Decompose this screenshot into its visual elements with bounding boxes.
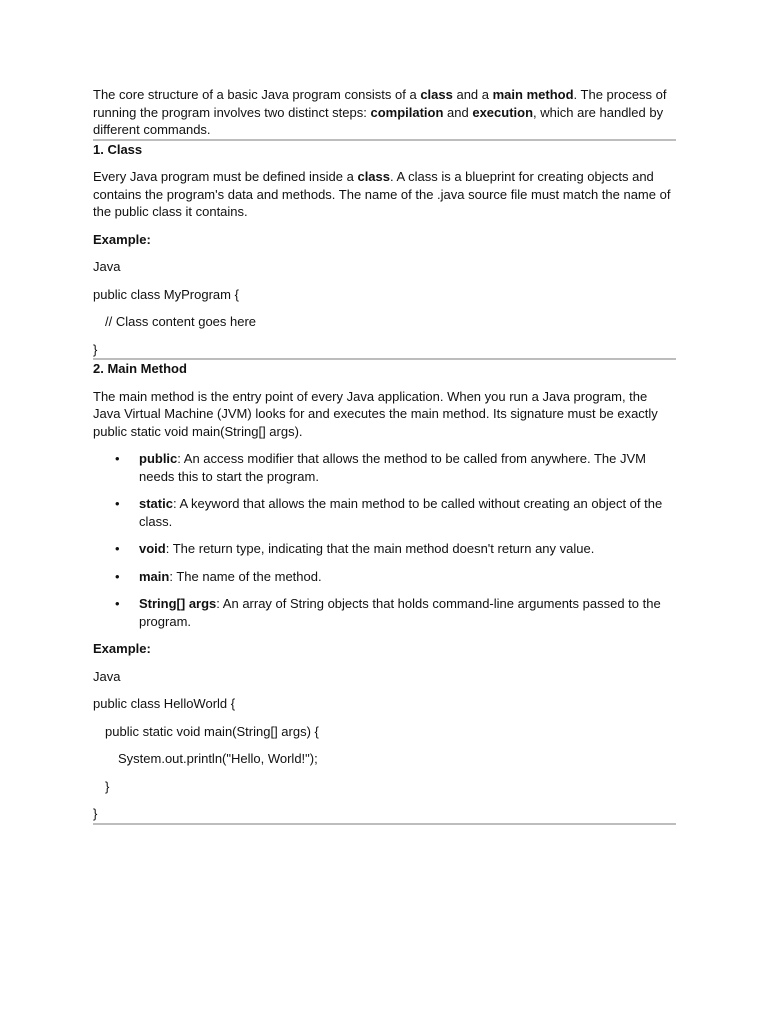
intro-bold-class: class xyxy=(420,87,453,102)
code-line: // Class content goes here xyxy=(105,314,257,329)
list-item-text: : The name of the method. xyxy=(169,568,322,584)
list-item xyxy=(93,595,676,630)
class-desc-text-2: . A class is a blueprint for creating objects and contains the program's data and methods. The name of the .java source file must match the name of the public class it contains. xyxy=(93,169,671,219)
intro-bold-execution: execution xyxy=(472,104,534,120)
code-line: } xyxy=(93,806,98,821)
example-label: Example: xyxy=(93,641,151,656)
section-heading-class: 1. Class xyxy=(93,141,143,157)
bullet-icon: • xyxy=(115,496,120,511)
list-item-term: void xyxy=(139,541,166,556)
code-line: System.out.println("Hello, World!"); xyxy=(118,751,318,766)
class-description xyxy=(93,168,676,221)
list-item-term: String[] args xyxy=(139,596,217,611)
section-class xyxy=(93,141,676,359)
code-example-myprogram xyxy=(93,286,676,359)
code-language-label: Java xyxy=(93,259,121,274)
document-body xyxy=(93,86,676,825)
list-item-text: : The return type, indicating that the main method doesn't return any value. xyxy=(165,541,595,556)
bullet-icon: • xyxy=(115,451,120,466)
example-label: Example: xyxy=(93,231,151,247)
intro-paragraph xyxy=(93,86,676,139)
bullet-icon: • xyxy=(115,568,120,584)
section-divider xyxy=(93,823,676,825)
code-line: } xyxy=(93,341,98,357)
code-example-helloworld xyxy=(93,695,676,823)
main-method-description: The main method is the entry point of every Java application. When you run a Java program, the Java Virtual Machine (JVM) looks for and executes the main method. Its signature must be exactly public static void main(String[] args). xyxy=(93,388,658,439)
class-desc-text-1: Every Java program must be defined inside a xyxy=(93,169,358,184)
bullet-icon: • xyxy=(115,596,120,611)
list-item-term: main xyxy=(139,568,170,584)
code-line: public class HelloWorld { xyxy=(93,696,236,711)
list-item-text: : An access modifier that allows the method to be called from anywhere. The JVM needs this to start the program. xyxy=(139,451,646,484)
list-item-text: : An array of String objects that holds command-line arguments passed to the program. xyxy=(139,596,661,629)
intro-text-4: and xyxy=(443,104,473,120)
list-item xyxy=(93,540,676,558)
bullet-icon: • xyxy=(115,541,120,556)
code-line: } xyxy=(105,778,110,794)
code-line: public class MyProgram { xyxy=(93,286,239,302)
list-item xyxy=(93,495,676,530)
intro-text-1: The core structure of a basic Java program consists of a xyxy=(93,87,421,102)
list-item xyxy=(93,568,676,586)
list-item-term: public xyxy=(139,451,178,466)
intro-text-5: , which are handled by different commands. xyxy=(93,104,664,137)
list-item-term: static xyxy=(139,496,173,511)
list-item-text: : A keyword that allows the main method to be called without creating an object of the class. xyxy=(139,496,663,529)
signature-keyword-list xyxy=(93,450,676,630)
code-language-label: Java xyxy=(93,668,121,684)
intro-text-3: . The process of running the program involves two distinct steps: xyxy=(93,87,667,120)
section-main-method xyxy=(93,360,676,823)
class-desc-bold: class xyxy=(357,169,391,184)
intro-text-2: and a xyxy=(452,87,493,102)
section-heading-main-method: 2. Main Method xyxy=(93,361,187,376)
intro-bold-main-method: main method xyxy=(492,87,574,102)
intro-bold-compilation: compilation xyxy=(370,104,444,120)
code-line: public static void main(String[] args) { xyxy=(105,723,319,739)
list-item xyxy=(93,450,676,485)
